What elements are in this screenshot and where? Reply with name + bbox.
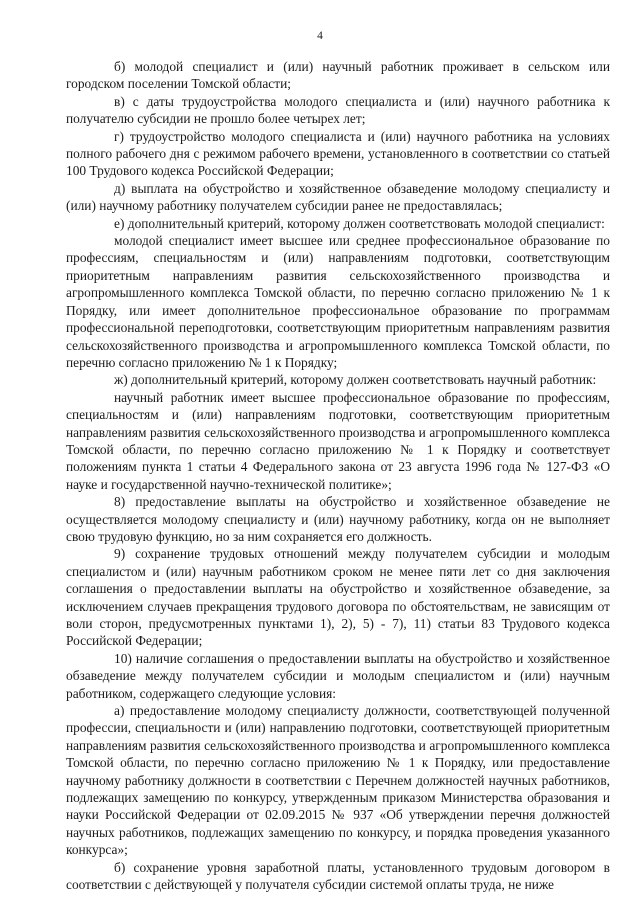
paragraph: г) трудоустройство молодого специалиста и (или) научного работника на условиях полного рабочего дня с режимом рабочего времени, установленного в соответствии со статьей 100 Трудового кодекса Российской Федерации; <box>66 128 610 179</box>
paragraph: 10) наличие соглашения о предоставлении выплаты на обустройство и хозяйственное обзаведение между получателем субсидии и молодым специалистом и (или) научным работником, содержащего следующие условия: <box>66 650 610 701</box>
paragraph: б) сохранение уровня заработной платы, установленного трудовым договором в соответствии с действующей у получателя субсидии системой оплаты труда, не ниже <box>66 859 610 893</box>
paragraph: е) дополнительный критерий, которому должен соответствовать молодой специалист: <box>114 215 605 231</box>
document-body <box>66 58 610 894</box>
page-number: 4 <box>317 30 323 42</box>
paragraph: молодой специалист имеет высшее или среднее профессиональное образование по профессиям, специальностям и (или) направлениям подготовки, соответствующим приоритетным направлениям развития сельскохозяйственного производства и агропромышленного комплекса Томской области, по перечню согласно приложению № 1 к Порядку, или имеет дополнительное профессиональное образование по программам профессиональной переподготовки, соответствующим приоритетным направлениям развития сельскохозяйственного производства и агропромышленного комплекса Томской области, по перечню согласно приложению № 1 к Порядку; <box>66 233 610 370</box>
paragraph: 9) сохранение трудовых отношений между получателем субсидии и молодым специалистом и (или) научным работником сроком не менее пяти лет со дня заключения соглашения о предоставлении выплаты на обустройство и хозяйственное обзаведение, за исключением случаев прекращения трудового договора по обстоятельствам, не зависящим от воли сторон, предусмотренных пунктами 1), 2), 5) - 7), 11) статьи 83 Трудового кодекса Российской Федерации; <box>66 546 610 649</box>
paragraph: 8) предоставление выплаты на обустройство и хозяйственное обзаведение не осуществляется молодому специалисту и (или) научному работнику, когда он не выполняет свою трудовую функцию, но за ним сохраняется его должность. <box>66 494 610 544</box>
paragraph: д) выплата на обустройство и хозяйственное обзаведение молодому специалисту и (или) научному работнику получателем субсидии ранее не предоставлялась; <box>66 180 610 214</box>
paragraph: научный работник имеет высшее профессиональное образование по профессиям, специальностям и (или) направлениям подготовки, соответствующим приоритетным направлениям развития сельскохозяйственного производства и агропромышленного комплекса Томской области, по перечню согласно приложению № 1 к Порядку и соответствует положениям пункта 1 статьи 4 Федерального закона от 23 августа 1996 года № 127-ФЗ «О науке и государственной научно-технической политике»; <box>66 389 610 492</box>
paragraph: в) с даты трудоустройства молодого специалиста и (или) научного работника к получателю субсидии не прошло более четырех лет; <box>66 93 610 127</box>
paragraph: ж) дополнительный критерий, которому должен соответствовать научный работник: <box>114 372 597 388</box>
paragraph: а) предоставление молодому специалисту должности, соответствующей полученной профессии, специальности и (или) направлению подготовки, соответствующей приоритетным направлениям развития сельскохозяйственного производства и агропромышленного комплекса Томской области, по перечню согласно приложению № 1 к Порядку, или предоставление научному работнику должности в соответствии с Перечнем должностей научных работников, подлежащих замещению по конкурсу, утвержденным приказом Министерства образования и науки Российской Федерации от 02.09.2015 № 937 «Об утверждении перечня должностей научных работников, подлежащих замещению по конкурсу, и порядка проведения указанного конкурса»; <box>66 703 610 858</box>
paragraph: б) молодой специалист и (или) научный работник проживает в сельском или городском поселении Томской области; <box>66 59 610 92</box>
